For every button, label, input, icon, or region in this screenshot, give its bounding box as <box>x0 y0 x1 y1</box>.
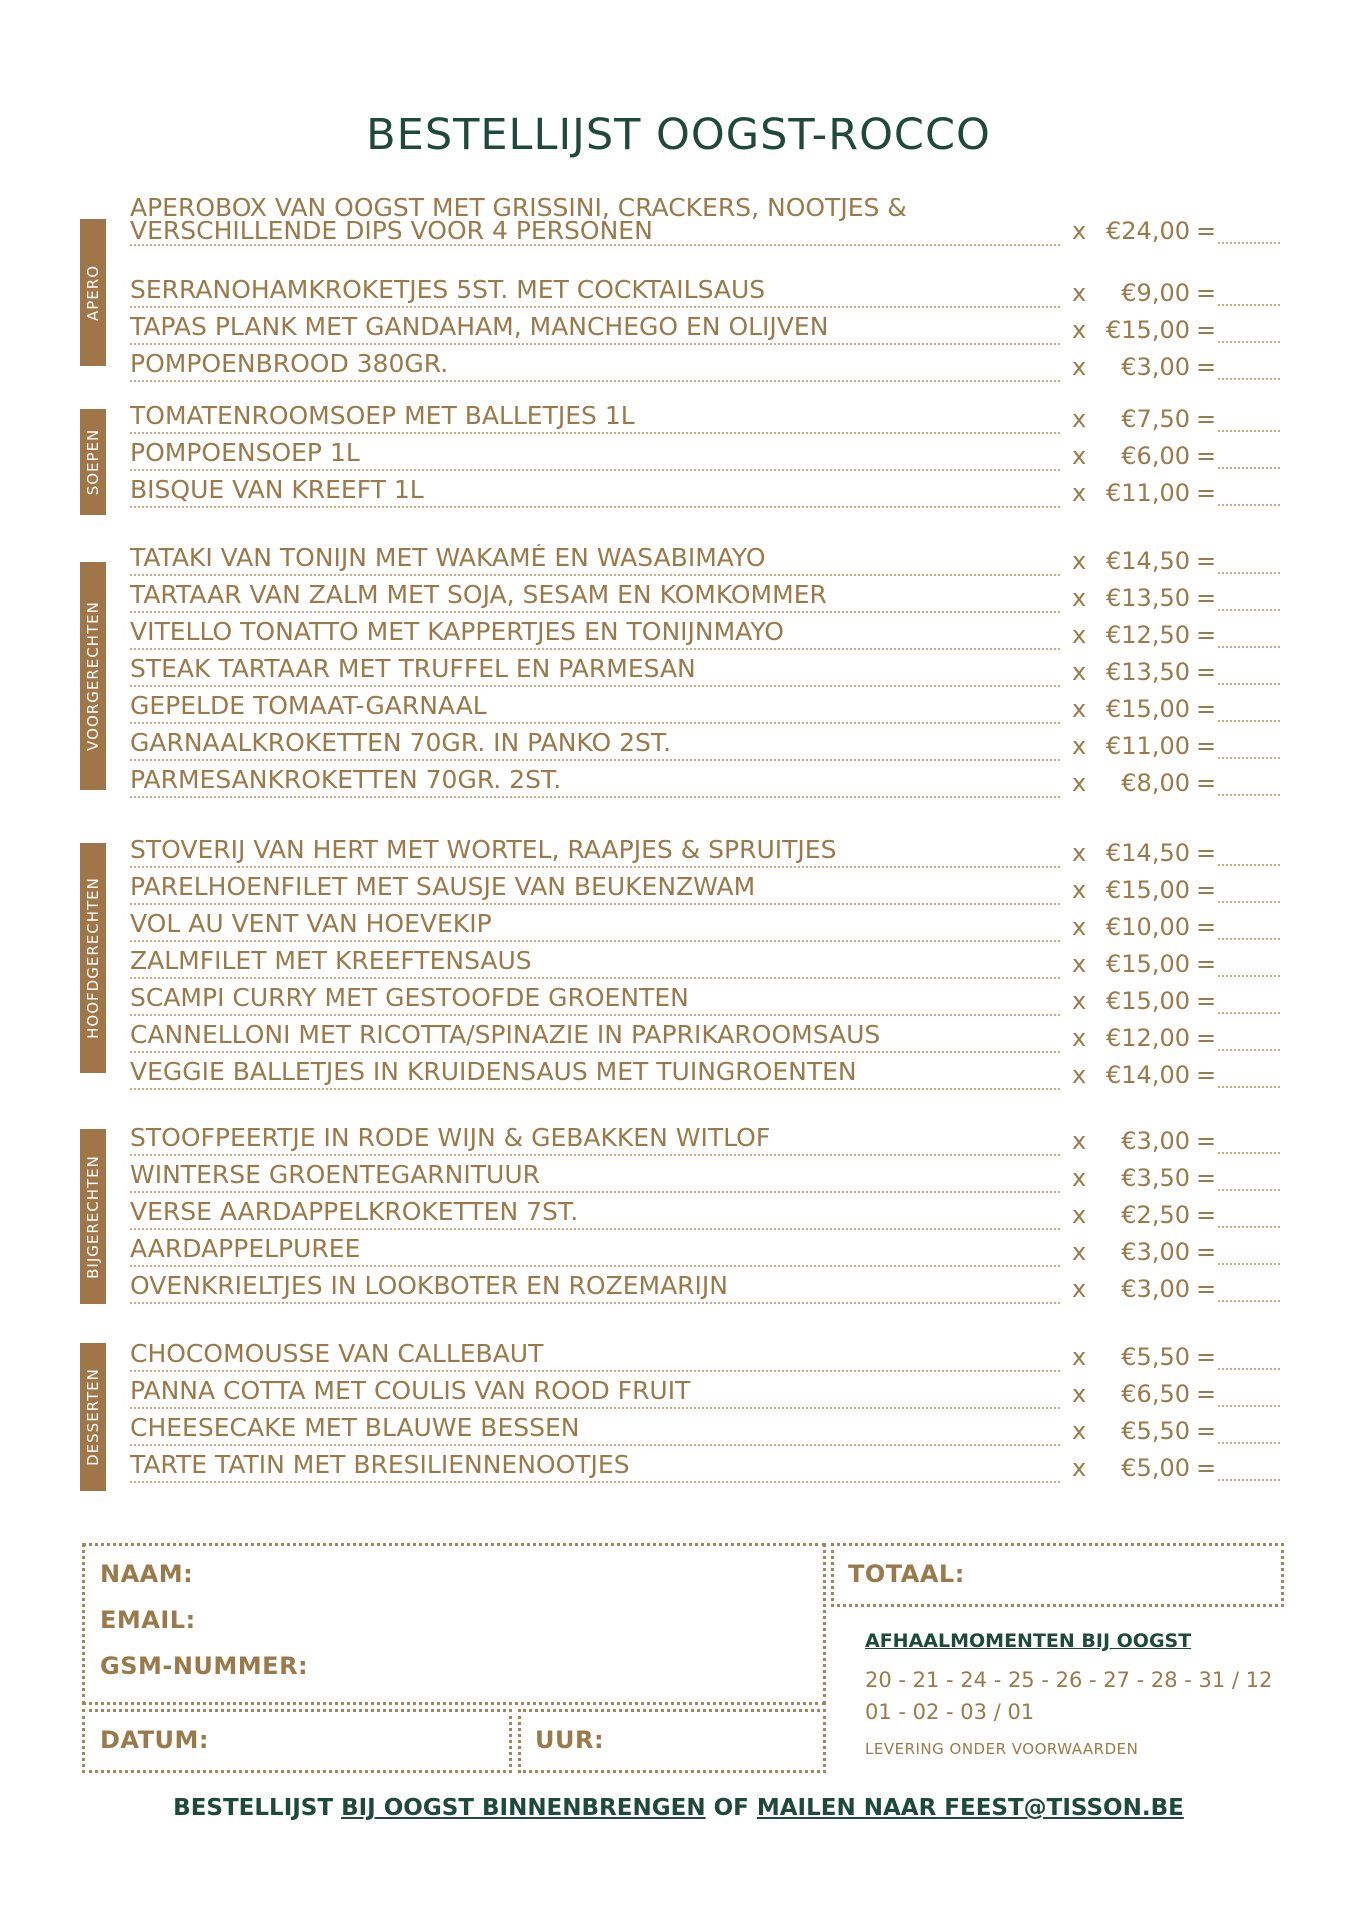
equals-sign: = <box>1196 316 1217 344</box>
list-item <box>128 579 1280 616</box>
section-tab-label: BIJGERECHTEN <box>84 1154 102 1279</box>
section-tab-label: SOEPEN <box>84 428 102 496</box>
multiply-sign: x <box>1072 1343 1087 1371</box>
item-name: POMPOENBROOD 380GR. <box>130 350 1060 382</box>
section-tab-label: HOOFDGERECHTEN <box>84 877 102 1039</box>
list-item <box>128 274 1280 311</box>
item-price: €12,00 <box>1106 1024 1190 1052</box>
section-tab-label: VOORGERECHTEN <box>84 601 102 751</box>
quantity-total-field[interactable] <box>1218 378 1280 380</box>
multiply-sign: x <box>1072 1380 1087 1408</box>
item-name: PARMESANKROKETTEN 70GR. 2ST. <box>130 766 1060 798</box>
equals-sign: = <box>1196 950 1217 978</box>
item-price: €9,00 <box>1121 279 1190 307</box>
multiply-sign: x <box>1072 1201 1087 1229</box>
item-name: STOVERIJ VAN HERT MET WORTEL, RAAPJES & SPRUITJES <box>130 836 1060 868</box>
list-item <box>128 871 1280 908</box>
multiply-sign: x <box>1072 732 1087 760</box>
multiply-sign: x <box>1072 405 1087 433</box>
equals-sign: = <box>1196 1024 1217 1052</box>
item-price: €3,00 <box>1121 1275 1190 1303</box>
multiply-sign: x <box>1072 353 1087 381</box>
item-name: STEAK TARTAAR MET TRUFFEL EN PARMESAN <box>130 655 1060 687</box>
item-name: VITELLO TONATTO MET KAPPERTJES EN TONIJNMAYO <box>130 618 1060 650</box>
list-item <box>128 542 1280 579</box>
list-item <box>128 1270 1280 1307</box>
equals-sign: = <box>1196 1454 1217 1482</box>
quantity-total-field[interactable] <box>1218 1226 1280 1228</box>
equals-sign: = <box>1196 1343 1217 1371</box>
uur-label: UUR: <box>535 1726 605 1754</box>
item-name: VERSE AARDAPPELKROKETTEN 7ST. <box>130 1198 1060 1230</box>
section-tab-label: DESSERTEN <box>84 1368 102 1466</box>
equals-sign: = <box>1196 769 1217 797</box>
quantity-total-field[interactable] <box>1218 794 1280 796</box>
item-name: TAPAS PLANK MET GANDAHAM, MANCHEGO EN OLIJVEN <box>130 313 1060 345</box>
footer-text-2: OF <box>705 1795 757 1821</box>
list-item <box>128 690 1280 727</box>
footer-text-1: BESTELLIJST <box>173 1795 342 1821</box>
quantity-total-field[interactable] <box>1218 1442 1280 1444</box>
equals-sign: = <box>1196 442 1217 470</box>
item-name: ZALMFILET MET KREEFTENSAUS <box>130 947 1060 979</box>
item-name: SERRANOHAMKROKETJES 5ST. MET COCKTAILSAUS <box>130 276 1060 308</box>
multiply-sign: x <box>1072 1061 1087 1089</box>
quantity-total-field[interactable] <box>1218 864 1280 866</box>
footer-instruction <box>0 1795 1357 1821</box>
list-item <box>128 834 1280 871</box>
item-price: €3,00 <box>1121 353 1190 381</box>
item-name: CHEESECAKE MET BLAUWE BESSEN <box>130 1414 1060 1446</box>
section-tab <box>80 409 106 515</box>
equals-sign: = <box>1196 1380 1217 1408</box>
item-name: WINTERSE GROENTEGARNITUUR <box>130 1161 1060 1193</box>
item-name: GARNAALKROKETTEN 70GR. IN PANKO 2ST. <box>130 729 1060 761</box>
item-name: CHOCOMOUSSE VAN CALLEBAUT <box>130 1340 1060 1372</box>
multiply-sign: x <box>1072 658 1087 686</box>
multiply-sign: x <box>1072 1417 1087 1445</box>
quantity-total-field[interactable] <box>1218 467 1280 469</box>
item-name: GEPELDE TOMAAT-GARNAAL <box>130 692 1060 724</box>
list-item <box>128 653 1280 690</box>
item-name: VOL AU VENT VAN HOEVEKIP <box>130 910 1060 942</box>
equals-sign: = <box>1196 405 1217 433</box>
list-item <box>128 1019 1280 1056</box>
section-tab <box>80 1129 106 1304</box>
naam-label: NAAM: <box>100 1560 194 1588</box>
item-price: €2,50 <box>1121 1201 1190 1229</box>
multiply-sign: x <box>1072 316 1087 344</box>
item-name: BISQUE VAN KREEFT 1L <box>130 476 1060 508</box>
item-price: €15,00 <box>1106 950 1190 978</box>
quantity-total-field[interactable] <box>1218 1405 1280 1407</box>
quantity-total-field[interactable] <box>1218 975 1280 977</box>
item-price: €11,00 <box>1106 732 1190 760</box>
multiply-sign: x <box>1072 1127 1087 1155</box>
section-tab-label: APERO <box>84 264 102 321</box>
item-price: €7,50 <box>1121 405 1190 433</box>
multiply-sign: x <box>1072 695 1087 723</box>
item-name: PANNA COTTA MET COULIS VAN ROOD FRUIT <box>130 1377 1060 1409</box>
list-item <box>128 348 1280 385</box>
quantity-total-field[interactable] <box>1218 1368 1280 1370</box>
section-tab <box>80 562 106 790</box>
email-label: EMAIL: <box>100 1606 196 1634</box>
item-name: TARTAAR VAN ZALM MET SOJA, SESAM EN KOMKOMMER <box>130 581 1060 613</box>
quantity-total-field[interactable] <box>1218 609 1280 611</box>
multiply-sign: x <box>1072 987 1087 1015</box>
item-name: APEROBOX VAN OOGST MET GRISSINI, CRACKERS, NOOTJES & VERSCHILLENDE DIPS VOOR 4 PERSONEN <box>130 196 1060 246</box>
page-title: BESTELLIJST OOGST-ROCCO <box>366 110 991 160</box>
item-price: €14,00 <box>1106 1061 1190 1089</box>
item-name: SCAMPI CURRY MET GESTOOFDE GROENTEN <box>130 984 1060 1016</box>
pickup-dates-december: 20 - 21 - 24 - 25 - 26 - 27 - 28 - 31 / 12 <box>865 1668 1273 1692</box>
section-tab <box>80 219 106 366</box>
multiply-sign: x <box>1072 479 1087 507</box>
quantity-total-field[interactable] <box>1218 1086 1280 1088</box>
quantity-total-field[interactable] <box>1218 1300 1280 1302</box>
item-price: €3,00 <box>1121 1127 1190 1155</box>
item-price: €6,00 <box>1121 442 1190 470</box>
item-price: €3,00 <box>1121 1238 1190 1266</box>
multiply-sign: x <box>1072 1275 1087 1303</box>
item-price: €15,00 <box>1106 987 1190 1015</box>
list-item <box>128 764 1280 801</box>
multiply-sign: x <box>1072 1024 1087 1052</box>
multiply-sign: x <box>1072 913 1087 941</box>
equals-sign: = <box>1196 876 1217 904</box>
list-item <box>128 1412 1280 1449</box>
list-item <box>128 945 1280 982</box>
quantity-total-field[interactable] <box>1218 341 1280 343</box>
item-price: €13,50 <box>1106 584 1190 612</box>
item-name: OVENKRIELTJES IN LOOKBOTER EN ROZEMARIJN <box>130 1272 1060 1304</box>
item-name: TATAKI VAN TONIJN MET WAKAMÉ EN WASABIMAYO <box>130 544 1060 576</box>
multiply-sign: x <box>1072 769 1087 797</box>
list-item <box>128 474 1280 511</box>
equals-sign: = <box>1196 1127 1217 1155</box>
quantity-total-field[interactable] <box>1218 430 1280 432</box>
quantity-total-field[interactable] <box>1218 938 1280 940</box>
item-price: €8,00 <box>1121 769 1190 797</box>
equals-sign: = <box>1196 732 1217 760</box>
footer-link-bring[interactable]: BIJ OOGST BINNENBRENGEN <box>341 1795 706 1821</box>
multiply-sign: x <box>1072 950 1087 978</box>
item-name: VEGGIE BALLETJES IN KRUIDENSAUS MET TUINGROENTEN <box>130 1058 1060 1090</box>
item-price: €15,00 <box>1106 695 1190 723</box>
multiply-sign: x <box>1072 1238 1087 1266</box>
list-item <box>128 1056 1280 1093</box>
item-name: PARELHOENFILET MET SAUSJE VAN BEUKENZWAM <box>130 873 1060 905</box>
item-name: STOOFPEERTJE IN RODE WIJN & GEBAKKEN WITLOF <box>130 1124 1060 1156</box>
list-item <box>128 1196 1280 1233</box>
list-item <box>128 616 1280 653</box>
multiply-sign: x <box>1072 839 1087 867</box>
item-name: POMPOENSOEP 1L <box>130 439 1060 471</box>
datum-label: DATUM: <box>100 1726 209 1754</box>
list-item <box>128 311 1280 348</box>
list-item <box>128 1122 1280 1159</box>
item-price: €14,50 <box>1106 839 1190 867</box>
equals-sign: = <box>1196 621 1217 649</box>
equals-sign: = <box>1196 1238 1217 1266</box>
pickup-dates-january: 01 - 02 - 03 / 01 <box>865 1700 1035 1724</box>
list-item <box>128 400 1280 437</box>
quantity-total-field[interactable] <box>1218 1152 1280 1154</box>
list-item <box>128 187 1280 249</box>
item-price: €5,50 <box>1121 1343 1190 1371</box>
quantity-total-field[interactable] <box>1218 304 1280 306</box>
multiply-sign: x <box>1072 279 1087 307</box>
quantity-total-field[interactable] <box>1218 757 1280 759</box>
quantity-total-field[interactable] <box>1218 646 1280 648</box>
multiply-sign: x <box>1072 547 1087 575</box>
list-item <box>128 908 1280 945</box>
gsm-label: GSM-NUMMER: <box>100 1652 309 1680</box>
quantity-total-field[interactable] <box>1218 1049 1280 1051</box>
quantity-total-field[interactable] <box>1218 1263 1280 1265</box>
equals-sign: = <box>1196 279 1217 307</box>
item-price: €15,00 <box>1106 316 1190 344</box>
item-name: TOMATENROOMSOEP MET BALLETJES 1L <box>130 402 1060 434</box>
item-price: €5,00 <box>1121 1454 1190 1482</box>
item-name: CANNELLONI MET RICOTTA/SPINAZIE IN PAPRIKAROOMSAUS <box>130 1021 1060 1053</box>
equals-sign: = <box>1196 547 1217 575</box>
equals-sign: = <box>1196 839 1217 867</box>
multiply-sign: x <box>1072 1454 1087 1482</box>
item-price: €5,50 <box>1121 1417 1190 1445</box>
list-item <box>128 727 1280 764</box>
multiply-sign: x <box>1072 217 1087 245</box>
list-item <box>128 1159 1280 1196</box>
list-item <box>128 1233 1280 1270</box>
list-item <box>128 1449 1280 1486</box>
equals-sign: = <box>1196 1164 1217 1192</box>
equals-sign: = <box>1196 584 1217 612</box>
list-item <box>128 982 1280 1019</box>
equals-sign: = <box>1196 695 1217 723</box>
list-item <box>128 1375 1280 1412</box>
equals-sign: = <box>1196 913 1217 941</box>
item-price: €10,00 <box>1106 913 1190 941</box>
item-price: €14,50 <box>1106 547 1190 575</box>
multiply-sign: x <box>1072 621 1087 649</box>
list-item <box>128 437 1280 474</box>
quantity-total-field[interactable] <box>1218 683 1280 685</box>
list-item <box>128 1338 1280 1375</box>
section-tab <box>80 843 106 1073</box>
multiply-sign: x <box>1072 876 1087 904</box>
footer-link-email[interactable]: MAILEN NAAR FEEST@TISSON.BE <box>756 1795 1184 1821</box>
equals-sign: = <box>1196 1417 1217 1445</box>
multiply-sign: x <box>1072 1164 1087 1192</box>
item-price: €12,50 <box>1106 621 1190 649</box>
multiply-sign: x <box>1072 442 1087 470</box>
quantity-total-field[interactable] <box>1218 1012 1280 1014</box>
equals-sign: = <box>1196 658 1217 686</box>
quantity-total-field[interactable] <box>1218 720 1280 722</box>
pickup-title: AFHAALMOMENTEN BIJ OOGST <box>865 1630 1192 1652</box>
item-price: €13,50 <box>1106 658 1190 686</box>
equals-sign: = <box>1196 1061 1217 1089</box>
equals-sign: = <box>1196 217 1217 245</box>
item-name: AARDAPPELPUREE <box>130 1235 1060 1267</box>
equals-sign: = <box>1196 353 1217 381</box>
item-price: €24,00 <box>1106 217 1190 245</box>
quantity-total-field[interactable] <box>1218 572 1280 574</box>
quantity-total-field[interactable] <box>1218 504 1280 506</box>
item-price: €6,50 <box>1121 1380 1190 1408</box>
item-name: TARTE TATIN MET BRESILIENNENOOTJES <box>130 1451 1060 1483</box>
equals-sign: = <box>1196 987 1217 1015</box>
quantity-total-field[interactable] <box>1218 1479 1280 1481</box>
item-price: €3,50 <box>1121 1164 1190 1192</box>
quantity-total-field[interactable] <box>1218 242 1280 244</box>
equals-sign: = <box>1196 1275 1217 1303</box>
delivery-note: LEVERING ONDER VOORWAARDEN <box>865 1740 1139 1758</box>
quantity-total-field[interactable] <box>1218 901 1280 903</box>
equals-sign: = <box>1196 1201 1217 1229</box>
totaal-label: TOTAAL: <box>848 1560 965 1588</box>
multiply-sign: x <box>1072 584 1087 612</box>
section-tab <box>80 1343 106 1491</box>
equals-sign: = <box>1196 479 1217 507</box>
quantity-total-field[interactable] <box>1218 1189 1280 1191</box>
item-price: €11,00 <box>1106 479 1190 507</box>
item-price: €15,00 <box>1106 876 1190 904</box>
